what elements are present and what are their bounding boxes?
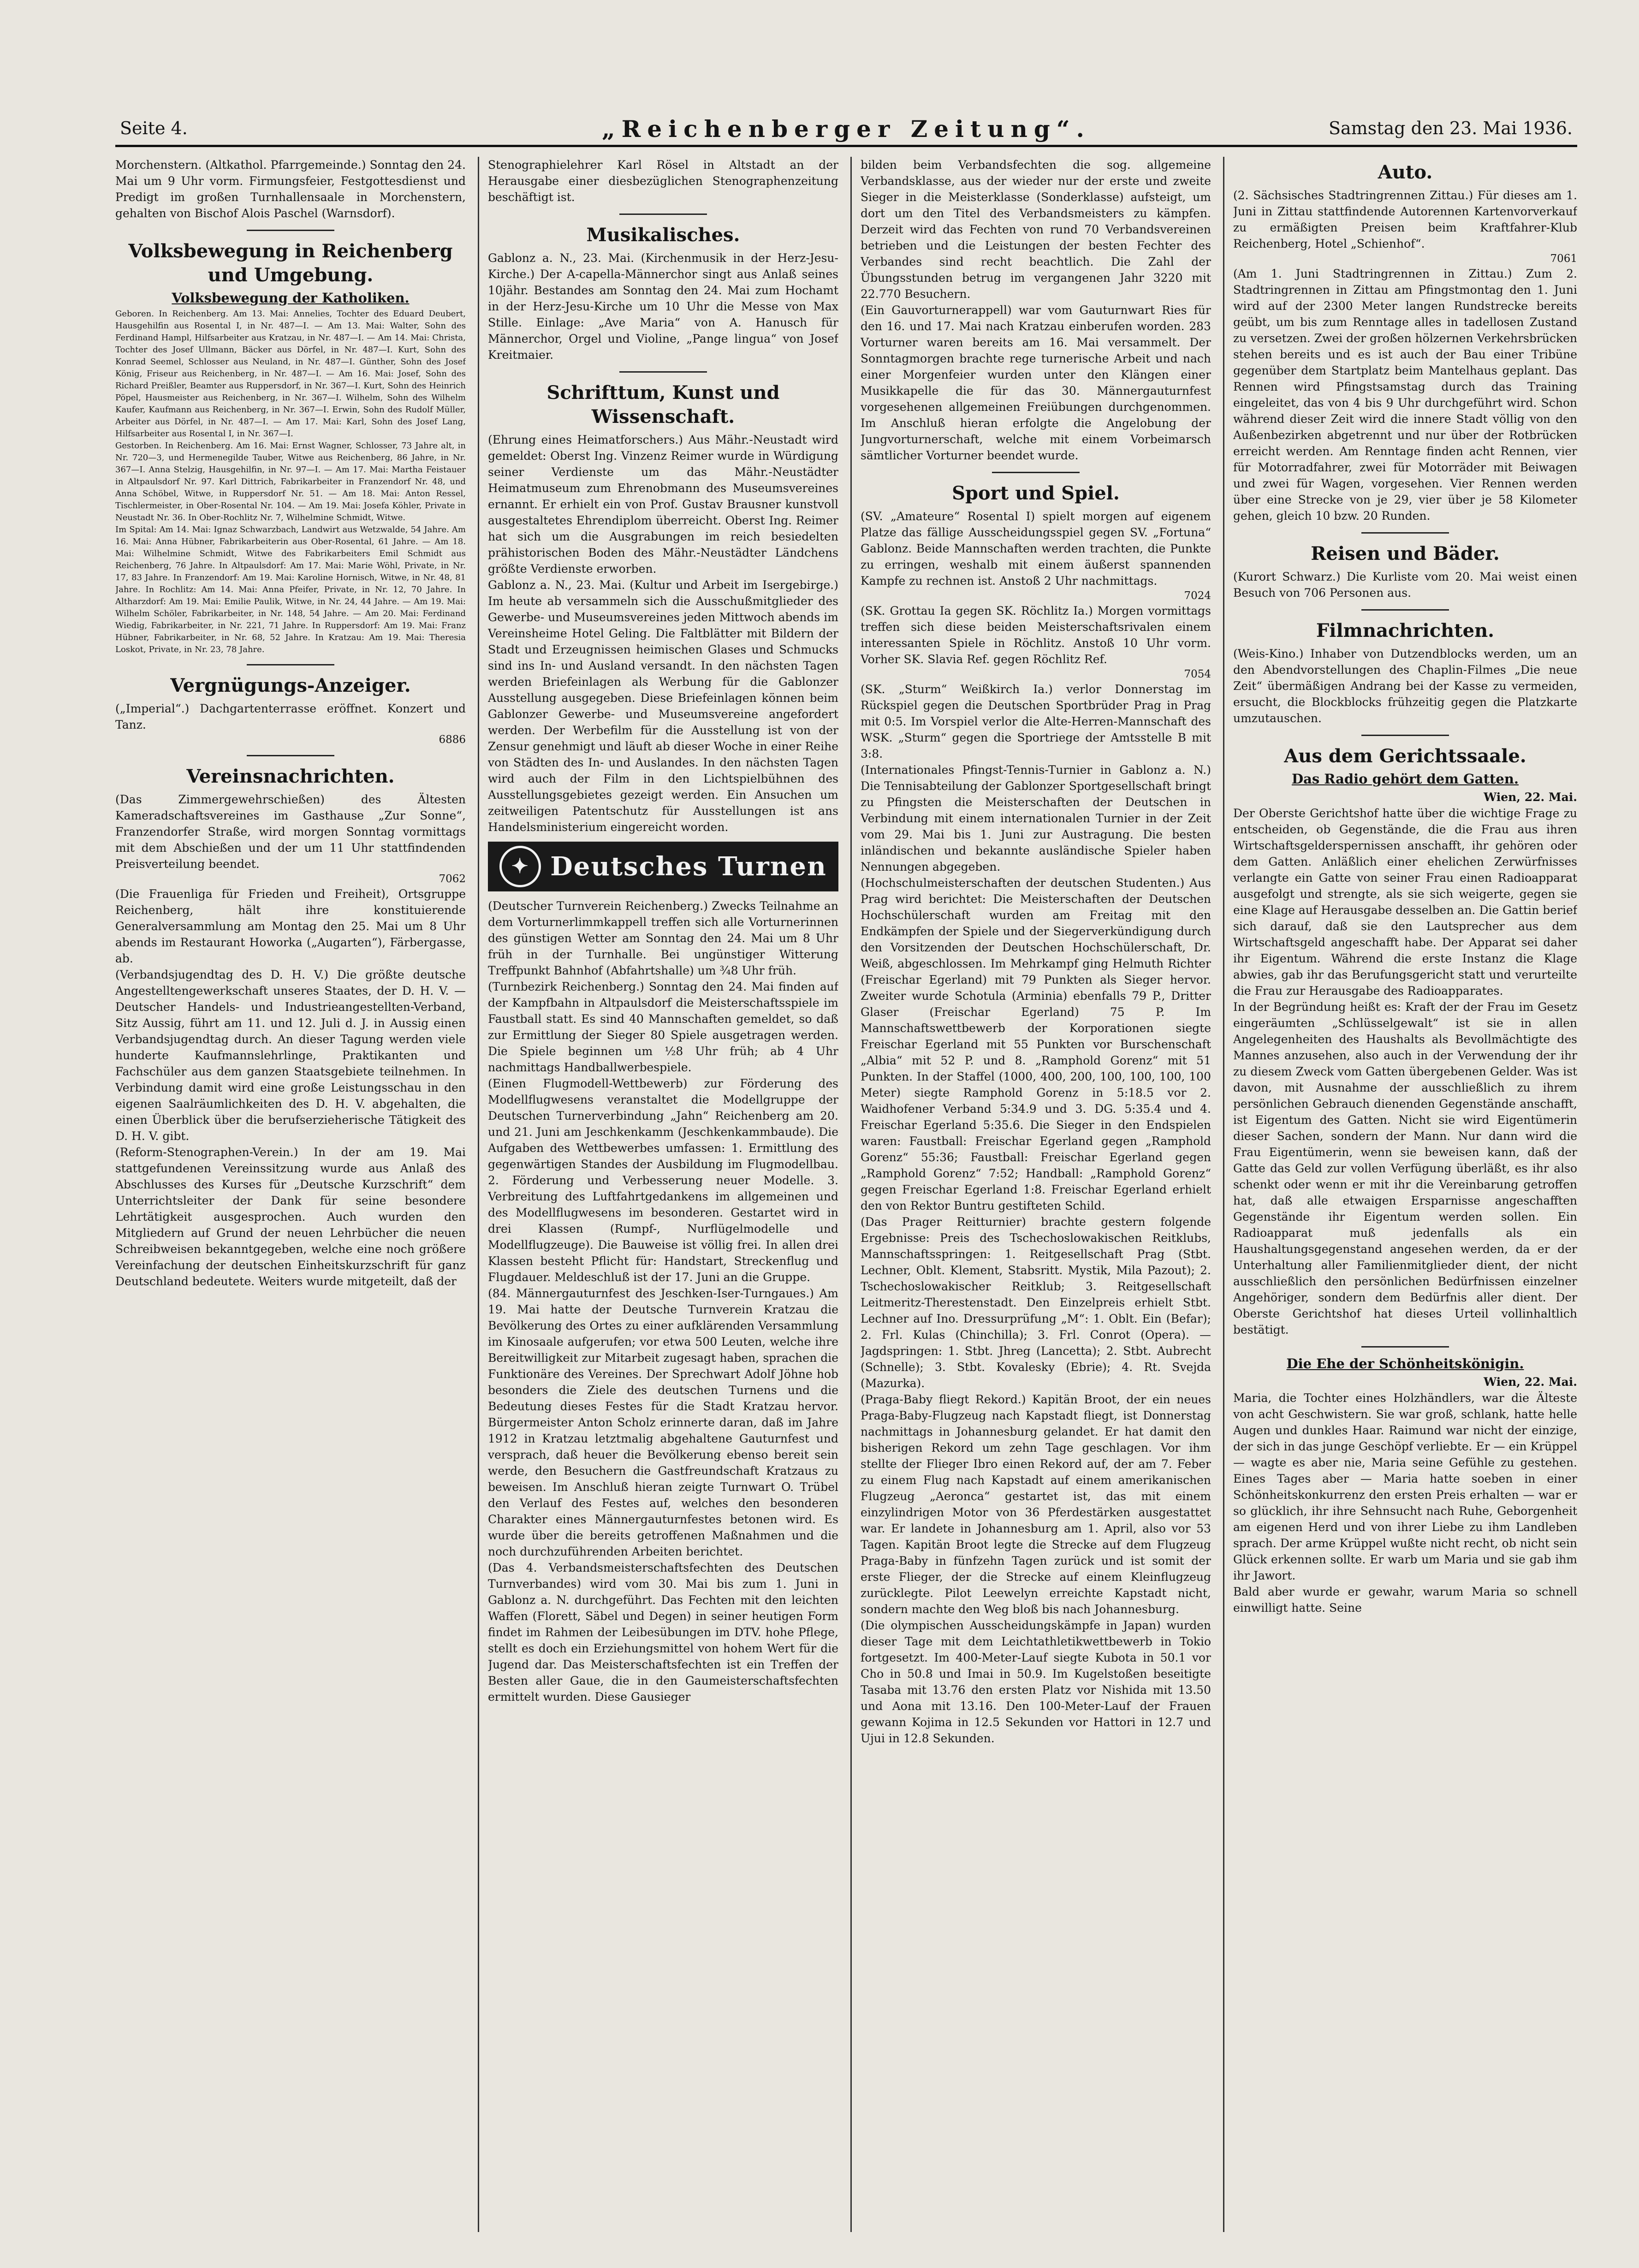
column-rule xyxy=(850,157,852,2232)
issue-date: Samstag den 23. Mai 1936. xyxy=(1328,118,1573,138)
article-paragraph: Gablonz a. N., 23. Mai. (Kirchenmusik in der Herz-Jesu-Kirche.) Der A-capella-Männerchor singt aus Anlaß seines 10jähr. Bestandes am Sonntag den 24. Mai zum Hochamt in der Herz-Jesu-Kirche um 10 Uhr die Messe von Max Stille. Einlage: „Ave Maria“ von A. Hanusch für Männerchor, Orgel und Violine, „Pange lingua“ von Josef Kreitmaier. xyxy=(488,251,838,362)
section-heading: Musikalisches. xyxy=(586,224,740,246)
article-paragraph: (Die olympischen Ausscheidungskämpfe in Japan) wurden dieser Tage mit dem Leichtathletikwettbewerb in Tokio fortgesetzt. Im 400-Meter-Lauf siegte Kubota in 50.1 vor Cho in 50.8 und Imai in 50.9. Im Kugelstoßen beseitigte Tasaba mit 13.76 den ersten Platz vor Nishida mit 13.50 und Aona mit 13.16. Den 100-Meter-Lauf der Frauen gewann Kojima in 12.5 Sekunden vor Hattori in 12.7 und Ujui in 12.8 Sekunden. xyxy=(861,1619,1211,1745)
section-heading: Schrifttum, Kunst und Wissenschaft. xyxy=(546,382,780,427)
divider xyxy=(992,472,1080,473)
divider xyxy=(1361,1346,1449,1348)
subsection-heading: Volksbewegung der Katholiken. xyxy=(172,290,410,306)
article-paragraph: (Verbandsjugendtag des D. H. V.) Die größte deutsche Angestelltengewerkschaft unseres Staates, der D. H. V. — Deutscher Handels- und Industrieangestellten-Verband, Sitz Aussig, führt am 11. und 12. Juli d. J. in Aussig einen Verbandsjugendtag durch. An dieser Tagung werden viele hunderte Kaufmannslehrlinge, Praktikanten und Fachschüler aus dem ganzen Staatsgebiete teilnehmen. In Verbindung damit wird eine große Leistungsschau in den eigenen Saalräumlichkeiten des D. H. V. abgehalten, die einen Überblick über die berufserzieherische Tätigkeit des D. H. V. gibt. xyxy=(115,968,466,1143)
column-1 xyxy=(115,157,466,2232)
vital-records: Im Spital: Am 14. Mai: Ignaz Schwarzbach, Landwirt aus Wetzwalde, 54 Jahre. Am 16. Mai: Anna Hübner, Fabrikarbeiterin aus Ober-Rosental, 61 Jahre. — Am 18. Mai: Wilhelmine Schmidt, Witwe des Fabrikarbeiters Emil Schmidt aus Reichenberg, 76 Jahre. In Altpaulsdorf: Am 17. Mai: Marie Wöhl, Private, in Nr. 17, 83 Jahre. In Franzendorf: Am 19. Mai: Karoline Hornisch, Witwe, in Nr. 48, 81 Jahre. In Rochlitz: Am 14. Mai: Anna Pfeifer, Private, in Nr. 12, 70 Jahre. In Altharzdorf: Am 19. Mai: Emilie Paulik, Witwe, in Nr. 24, 44 Jahre. — Am 19. Mai: Wilhelm Schöler, Fabrikarbeiter, in Nr. 148, 54 Jahre. — Am 20. Mai: Ferdinand Wiedig, Fabrikarbeiter, in Nr. 221, 71 Jahre. In Ruppersdorf: Am 19. Mai: Franz Hübner, Fabrikarbeiter, in Nr. 68, 52 Jahre. In Kratzau: Am 19. Mai: Theresia Loskot, Private, in Nr. 23, 78 Jahre. xyxy=(115,525,466,654)
article-paragraph: (Ehrung eines Heimatforschers.) Aus Mähr.-Neustadt wird gemeldet: Oberst Ing. Vinzenz Reimer wurde in Würdigung seiner Verdienste um das Mähr.-Neustädter Heimatmuseum zum Ehrenobmann des Museumsvereines ernannt. Er erhielt ein von Prof. Gustav Brausner kunstvoll ausgestaltetes Ehrendiplom überreicht. Oberst Ing. Reimer hat sich um die Ausgrabungen im reich besiedelten prähistorischen Boden des Mähr.-Neustädter Ländchens größte Verdienste erworben. xyxy=(488,433,838,576)
article-paragraph: (Reform-Stenographen-Verein.) In der am 19. Mai stattgefundenen Vereinssitzung wurde aus Anlaß des Abschlusses des Kurses für „Deutsche Kurzschrift“ dem Unterrichtsleiter der Dank für seine besondere Lehrtätigkeit ausgesprochen. Auch wurden den Mitgliedern auf Grund der neuen Lehrbücher die neuen Schreibweisen bekanntgegeben, welche eine noch größere Vereinfachung der deutschen Einheitskurzschrift für ganz Deutschland bedeutete. Weiters wurde mitgeteilt, daß der xyxy=(115,1146,466,1288)
section-heading: Filmnachrichten. xyxy=(1316,620,1495,641)
section-heading: Vergnügungs-Anzeiger. xyxy=(170,675,411,696)
subsection-heading: Das Radio gehört dem Gatten. xyxy=(1291,771,1519,787)
vital-records: Geboren. In Reichenberg. Am 13. Mai: Annelies, Tochter des Eduard Deubert, Hausgehilfin aus Rosental I, in Nr. 487—I. — Am 13. Mai: Walter, Sohn des Ferdinand Hampl, Hilfsarbeiter aus Kratzau, in Nr. 487—I. — Am 14. Mai: Christa, Tochter des Josef Ullmann, Bäcker aus Dörfel, in Nr. 487—I. Kurt, Sohn des Konrad Seemel, Schlosser aus Neuland, in Nr. 487—I. Günther, Sohn des Josef König, Friseur aus Reichenberg, in Nr. 487—I. — Am 16. Mai: Josef, Sohn des Richard Preißler, Beamter aus Ruppersdorf, in Nr. 367—I. Kurt, Sohn des Heinrich Pöpel, Hausmeister aus Reichenberg, in Nr. 367—I. Wilhelm, Sohn des Wilhelm Kaufer, Kaufmann aus Reichenberg, in Nr. 367—I. Erwin, Sohn des Rudolf Müller, Arbeiter aus Dörfel, in Nr. 487—I. — Am 17. Mai: Karl, Sohn des Josef Lang, Hilfsarbeiter aus Rosental I, in Nr. 367—I. xyxy=(115,309,466,439)
divider xyxy=(247,664,334,665)
article-paragraph: (Das Zimmergewehrschießen) des Ältesten Kameradschaftsvereines im Gasthause „Zur Sonne“, Franzendorfer Straße, wird morgen Sonntag vormittags mit dem Abschießen und der um 11 Uhr stattfindenden Preisverteilung beendet. xyxy=(115,793,466,871)
divider xyxy=(1361,532,1449,534)
section-heading: Sport und Spiel. xyxy=(952,482,1120,504)
ad-number: 7061 xyxy=(1550,253,1577,265)
divider xyxy=(247,230,334,231)
column-rule xyxy=(1223,157,1224,2232)
divider xyxy=(1361,735,1449,736)
divider xyxy=(619,371,707,373)
article-paragraph: (Praga-Baby fliegt Rekord.) Kapitän Broot, der ein neues Praga-Baby-Flugzeug nach Kapstadt fliegt, ist Donnerstag nachmittags in Johannesburg gelandet. Er hat damit den bisherigen Rekord um zehn Tage geschlagen. Vor ihm stellte der Flieger Ibro einen Rekord auf, der am 7. Feber zu einem Flug nach Kapstadt auf einem amerikanischen Flugzeug „Aeronca“ gestartet ist, das mit einem einzylindrigen Motor von 36 Pferdestärken ausgestattet war. Er landete in Johannesburg am 1. April, also vor 53 Tagen. Kapitän Broot legte die Strecke auf dem Flugzeug Praga-Baby in fünfzehn Tagen zurück und ist somit der erste Flieger, der die Strecke auf einem Kleinflugzeug zurücklegte. Pilot Leewelyn erreichte Kapstadt nicht, sondern machte den Weg bloß bis nach Johannesburg. xyxy=(861,1393,1211,1616)
article-paragraph: („Imperial“.) Dachgartenterrasse eröffnet. Konzert und Tanz. xyxy=(115,702,466,731)
article-paragraph: (Deutscher Turnverein Reichenberg.) Zwecks Teilnahme an dem Vorturnerlimmkappell treffen sich alle Vorturnerinnen des günstigen Wetter am Sonntag den 24. Mai um 8 Uhr früh in der Turnhalle. Bei ungünstiger Witterung Treffpunkt Bahnhof (Abfahrtshalle) um ¾8 Uhr früh. xyxy=(488,899,838,977)
dateline: Wien, 22. Mai. xyxy=(1484,790,1577,804)
section-heading: Reisen und Bäder. xyxy=(1311,543,1500,564)
dateline: Wien, 22. Mai. xyxy=(1484,1375,1577,1389)
article-paragraph: (SK. Grottau Ia gegen SK. Röchlitz Ia.) Morgen vormittags treffen sich diese beiden Meisterschaftsrivalen einem interessanten Spiele in Röchlitz. Anstoß 10 Uhr vorm. Vorher SK. Slavia Ref. gegen Röchlitz Ref. xyxy=(861,604,1211,666)
ad-number: 6886 xyxy=(439,734,466,746)
article-paragraph: (Turnbezirk Reichenberg.) Sonntag den 24. Mai finden auf der Kampfbahn in Altpaulsdorf die Meisterschaftsspiele im Faustball statt. Es sind 40 Mannschaften gemeldet, so daß zur Ermittlung der Sieger 80 Spiele ausgetragen werden. Die Spiele beginnen um ½8 Uhr früh; ab 4 Uhr nachmittags Handballwerbespiele. xyxy=(488,980,838,1074)
article-paragraph: Maria, die Tochter eines Holzhändlers, war die Älteste von acht Geschwistern. Sie war groß, schlank, hatte helle Augen und dunkles Haar. Raimund war nicht der einzige, der sich in das junge Geschöpf verliebte. Er — ein Krüppel — wagte es aber nie, Maria seine Gefühle zu gestehen. Eines Tages aber — Maria hatte soeben in einer Schönheitskonkurrenz den ersten Preis erhalten — war er so glücklich, ihr ihre Sehnsucht nach Ruhe, Geborgenheit am eigenen Herd und von ihrer Liebe zu ihm Landleben sprach. Der arme Krüppel wußte nicht recht, ob nicht sein Glück erkennen sollte. Er warb um Maria und sie gab ihm ihr Jawort. xyxy=(1233,1391,1577,1582)
article-paragraph: Morchenstern. (Altkathol. Pfarrgemeinde.) Sonntag den 24. Mai um 9 Uhr vorm. Firmungsfeier, Festgottesdienst und Predigt im großen Turnhallensaale in Morchenstern, gehalten von Bischof Alois Paschel (Warnsdorf). xyxy=(115,158,466,220)
article-paragraph: (Einen Flugmodell-Wettbewerb) zur Förderung des Modellflugwesens veranstaltet die Modellgruppe der Deutschen Turnerverbindung „Jahn“ Reichenberg am 20. und 21. Juni am Jeschkenkamm (Jeschkenkammbaude). Die Aufgaben des Wettbewerbes umfassen: 1. Ermittlung des gegenwärtigen Standes der Ausbildung im Flugmodellbau. 2. Förderung und Verbesserung neuer Modelle. 3. Verbreitung des Luftfahrtgedankens im allgemeinen und des Modellflugwesens im besonderen. Gestartet wird in drei Klassen (Rumpf-, Nurflügelmodelle und Modellflugzeuge). Die Bauweise ist völlig frei. In allen drei Klassen besteht Pflicht für: Handstart, Streckenflug und Flugdauer. Meldeschluß ist der 17. Juni an die Gruppe. xyxy=(488,1077,838,1284)
banner-label: Deutsches Turnen xyxy=(550,851,827,882)
article-paragraph: (2. Sächsisches Stadtringrennen Zittau.) Für dieses am 1. Juni in Zittau stattfindende Autorennen Kartenvorverkauf zu ermäßigten Preisen beim Kraftfahrer-Klub Reichenberg, Hotel „Schienhof“. xyxy=(1233,189,1577,250)
ad-number: 7054 xyxy=(1184,668,1211,680)
article-paragraph: (Ein Gauvorturnerappell) war vom Gauturnwart Ries für den 16. und 17. Mai nach Kratzau einberufen worden. 283 Vorturner waren bereits am 16. Mai versammelt. Der Sonntagmorgen brachte rege turnerische Arbeit und nach einer Morgenfeier wurden unter den Klängen einer Musikkapelle die für das 30. Männergauturnfest vorgesehenen allgemeinen Freiübungen durchgenommen. Im Anschluß hieran erfolgte die Angelobung der Jungvorturnerschaft, welche mit einem Vorbeimarsch sämtlicher Vorturner beendet wurde. xyxy=(861,303,1211,462)
article-paragraph: (SK. „Sturm“ Weißkirch Ia.) verlor Donnerstag im Rückspiel gegen die Deutschen Sportbrüder Prag in Prag mit 0:5. Im Vorspiel verlor die Alte-Herren-Mannschaft des WSK. „Sturm“ gegen die Sportriege der Amtsstelle B mit 3:8. xyxy=(861,683,1211,760)
article-paragraph: (Die Frauenliga für Frieden und Freiheit), Ortsgruppe Reichenberg, hält ihre konstituierende Generalversammlung am Montag den 25. Mai um 8 Uhr abends im Restaurant Howorka („Augarten“), Färbergasse, ab. xyxy=(115,887,466,965)
article-paragraph: bilden beim Verbandsfechten die sog. allgemeine Verbandsklasse, aus der wieder nur der erste und zweite Sieger in die Meisterklasse (Sonderklasse) aufsteigt, um dort um den Titel des Verbandsmeisters zu kämpfen. Derzeit wird das Fechten von rund 70 Verbandsvereinen betrieben und die Leistungen der besten Fechter des Verbandes sind recht beachtlich. Die Zahl der Übungsstunden betrug im vergangenen Jahr 3220 mit 22.770 Besuchern. xyxy=(861,158,1211,301)
ad-number: 7024 xyxy=(1184,590,1211,602)
subsection-heading: Die Ehe der Schönheitskönigin. xyxy=(1286,1356,1524,1371)
section-heading: Vereinsnachrichten. xyxy=(186,766,395,787)
page-number: Seite 4. xyxy=(120,118,188,138)
article-paragraph: (84. Männergauturnfest des Jeschken-Iser-Turngaues.) Am 19. Mai hatte der Deutsche Turnverein Kratzau die Bevölkerung des Ortes zu einer aufklärenden Versammlung im Kinosaale aufgerufen; vor etwa 500 Leuten, welche ihre Bereitwilligkeit zur Mitarbeit zugesagt haben, sprachen die Funktionäre des Vereines. Der Sprechwart Adolf Jöhne hob besonders die Ziele des deutschen Turnens und die Bedeutung dieses Festes für die Stadt Kratzau hervor. Bürgermeister Anton Scholz erinnerte daran, daß im Jahre 1912 in Kratzau letztmalig abgehaltene Gauturnfest und versprach, daß heuer die Bevölkerung ebenso bereit sein werde, den Besuchern die Gastfreundschaft Kratzaus zu beweisen. Im Anschluß hieran zeigte Turnwart O. Trübel den Verlauf des Festes auf, welches den besonderen Charakter eines Männergauturnfestes betonen wird. Es wurde über die bereits getroffenen Maßnahmen und die noch durchzuführenden Arbeiten berichtet. xyxy=(488,1287,838,1558)
article-paragraph: Gablonz a. N., 23. Mai. (Kultur und Arbeit im Isergebirge.) Im heute ab versammeln sich die Ausschußmitglieder des Gewerbe- und Museumsvereines jeden Mittwoch abends im Vereinsheime Hotel Geling. Die Faltblätter mit Bildern der Stadt und Erzeugnissen heimischen Glases und Schmucks sind ins In- und Ausland versandt. In den nächsten Tagen werden Briefeinlagen als Werbung für die Gablonzer Ausstellung ausgegeben. Diese Briefeinlagen können beim Gablonzer Gewerbe- und Museumsvereine angefordert werden. Der Werbefilm für die Ausstellung ist von der Zensur genehmigt und läuft ab dieser Woche in einer Reihe von Städten des In- und Auslandes. In den nächsten Tagen wird auch der Film in den Lichtspielbühnen des Ausstellungsgebietes gezeigt werden. Ein Ansuchen um zeitweiligen Patentschutz für Ausstellungen ist ans Handelsministerium eingereicht worden. xyxy=(488,578,838,834)
divider xyxy=(247,755,334,756)
section-heading: Auto. xyxy=(1378,161,1433,183)
article-paragraph: (Hochschulmeisterschaften der deutschen Studenten.) Aus Prag wird berichtet: Die Meisterschaften der Deutschen Hochschülerschaft wurden am Freitag mit den Endkämpfen der Spiele und der Siegerverkündigung durch den Vorsitzenden der Deutschen Hochschülerschaft, Dr. Weiß, abgeschlossen. Im Mehrkampf ging Helmuth Richter (Freischar Egerland) mit 79 Punkten als Sieger hervor. Zweiter wurde Schotula (Arminia) ebenfalls 79 P., Dritter Glaser (Freischar Egerland) 75 P. Im Mannschaftswettbewerb der Korporationen siegte Freischar Egerland mit 55 Punkten vor Burschenschaft „Albia“ mit 52 P. und 8. „Ramphold Gorenz“ mit 51 Punkten. In der Staffel (1000, 400, 200, 100, 100, 100, 100 Meter) siegte Ramphold Gorenz in 5:18.5 vor 2. Waidhofener Verband 5:34.9 und 3. DG. 5:35.4 und 4. Freischar Egerland 5:35.6. Die Sieger in den Endspielen waren: Faustball: Freischar Egerland gegen „Ramphold Gorenz“ 55:36; Faustball: Freischar Egerland gegen „Ramphold Gorenz“ 7:52; Handball: „Ramphold Gorenz“ gegen Freischar Egerland 1:8. Freischar Egerland erhielt den von Rektor Buntru gestifteten Schild. xyxy=(861,876,1211,1212)
section-heading: Volksbewegung in Reichenberg und Umgebung. xyxy=(128,240,453,286)
section-banner xyxy=(488,842,838,891)
newspaper-page xyxy=(115,115,1577,2237)
divider xyxy=(619,214,707,215)
article-paragraph: Bald aber wurde er gewahr, warum Maria so schnell einwilligt hatte. Seine xyxy=(1233,1585,1577,1615)
column-3 xyxy=(861,157,1211,2232)
article-paragraph: Stenographielehrer Karl Rösel in Altstadt an der Herausgabe einer diesbezüglichen Stenographenzeitung beschäftigt ist. xyxy=(488,158,838,204)
article-paragraph: (Kurort Schwarz.) Die Kurliste vom 20. Mai weist einen Besuch von 706 Personen aus. xyxy=(1233,570,1577,600)
ad-number: 7062 xyxy=(439,873,466,885)
article-paragraph: (Das Prager Reitturnier) brachte gestern folgende Ergebnisse: Preis des Tschechoslowakischen Reitklubs, Mannschaftsspringen: 1. Reitgesellschaft Prag (Stbt. Lechner, Oblt. Klement, Stabsritt. Mystik, Mila Pazout); 2. Tschechoslowakischer Reitklub; 3. Reitgesellschaft Leitmeritz-Therestenstadt. Den Einzelpreis erhielt Stbt. Lechner auf Ino. Dressurprüfung „M“: 1. Oblt. Ein (Befar); 2. Frl. Kulas (Chinchilla); 3. Frl. Conrot (Opera). — Jagdspringen: 1. Stbt. Jhreg (Lancetta); 2. Stbt. Aubrecht (Schnelle); 3. Stbt. Kovalesky (Ebrie); 4. Rt. Svejda (Mazurka). xyxy=(861,1215,1211,1390)
newspaper-title: „Reichenberger Zeitung“. xyxy=(602,115,1091,142)
divider xyxy=(1361,609,1449,611)
column-rule xyxy=(478,157,479,2232)
article-paragraph: Der Oberste Gerichtshof hatte über die wichtige Frage zu entscheiden, ob Gegenstände, die die Frau aus ihren Wirtschaftsgelderspernissen anschafft, ihr gehören oder dem Gatten. Anläßlich einer ehelichen Zerwürfnisses verlangte ein Gatte von seiner Frau einen Radioapparat ausgefolgt und strengte, als sie sich weigerte, gegen sie eine Klage auf Herausgabe desselben an. Die Gattin berief sich darauf, daß sie den Lautsprecher aus dem Wirtschaftsgeld angeschafft habe. Der Apparat sei daher ihr Eigentum. Während die erste Instanz die Klage abwies, gab ihr das Berufungsgericht statt und verurteilte die Frau zur Herausgabe des Radioapparates. xyxy=(1233,807,1577,997)
article-paragraph: (SV. „Amateure“ Rosental I) spielt morgen auf eigenem Platze das fällige Ausscheidungsspiel gegen SV. „Fortuna“ Gablonz. Beide Mannschaften werden trachten, die Punkte zu erringen, weshalb mit einem äußerst spannenden Kampfe zu rechnen ist. Anstoß 2 Uhr nachmittags. xyxy=(861,510,1211,588)
article-paragraph: (Am 1. Juni Stadtringrennen in Zittau.) Zum 2. Stadtringrennen in Zittau am Pfingstmontag den 1. Juni wird auf der 2300 Meter langen Rundstrecke bereits geübt, um bis zum Renntage alles in tadellosen Zustand zu versetzen. Zwei der großen hölzernen Verkehrsbrücken stehen bereits und es ist auch der Bau einer Tribüne gegenüber dem Startplatz beim Mantelhaus geplant. Das Rennen wird Pfingstsamstag durch das Training eingeleitet, das von 4 bis 9 Uhr durchgeführt wird. Schon während dieser Zeit wird die innere Stadt völlig von den Außenbezirken abgetrennt und nur über der Rotbrücken erreicht werden. Am Renntage finden acht Rennen, vier für Motorradfahrer, zwei für Motorräder mit Beiwagen und zwei für Wagen, vorgesehen. Vier Rennen werden über eine Strecke von je 29, vier über je 58 Kilometer gehen, gleich 10 bzw. 20 Runden. xyxy=(1233,267,1577,522)
article-paragraph: In der Begründung heißt es: Kraft der der Frau im Gesetz eingeräumten „Schlüsselgewalt“ ist sie in allen Angelegenheiten des Haushalts als Bevollmächtigte des Mannes anzusehen, also auch in der Verwendung der ihr zu diesem Zweck vom Gatten übergebenen Gelder. Was ist davon, mit Ausnahme der ausschließlich zu ihrem persönlichen Gebrauch dienenden Gegenstände anschafft, ist Eigentum des Gatten. Nicht sie wird Eigentümerin dieser Sachen, sondern der Mann. Nur dann wird die Frau Eigentümerin, wenn sie beweisen kann, daß der Gatte das Geld zur vollen Verfügung überläßt, es ihr also schenkt oder wenn er mit ihr die Vereinbarung getroffen hat, daß alle etwaigen Ersparnisse angeschafften Gegenstände ihr Eigentum werden sollen. Ein Radioapparat muß jedenfalls als ein Haushaltungsgegenstand angesehen werden, da er der Unterhaltung aller Familienmitglieder dient, der nicht ausschließlich den persönlichen Bedürfnissen einzelner Angehöriger, sondern dem Bedürfnis aller dient. Der Oberste Gerichtshof hat dieses Urteil vollinhaltlich bestätigt. xyxy=(1233,1000,1577,1336)
article-paragraph: (Internationales Pfingst-Tennis-Turnier in Gablonz a. N.) Die Tennisabteilung der Gablonzer Sportgesellschaft bringt zu Pfingsten die Meisterschaften der Deutschen in Verbindung mit einem internationalen Turnier in der Zeit vom 29. Mai bis 1. Juni zur Austragung. Die besten inländischen und bekannte ausländische Spieler haben Nennungen abgegeben. xyxy=(861,763,1211,873)
turner-cross-icon xyxy=(499,846,541,887)
masthead xyxy=(115,115,1577,147)
vital-records: Gestorben. In Reichenberg. Am 16. Mai: Ernst Wagner, Schlosser, 73 Jahre alt, in Nr. 720—3, und Hermenegilde Tauber, Witwe aus Reichenberg, 86 Jahre, in Nr. 367—I. Anna Stelzig, Hausgehilfin, in Nr. 97—I. — Am 17. Mai: Martha Feistauer in Altpaulsdorf Nr. 97. Karl Dittrich, Fabrikarbeiter in Franzendorf Nr. 48, und Anna Schöbel, Witwe, in Ruppersdorf Nr. 51. — Am 18. Mai: Anton Ressel, Tischlermeister, in Ober-Rosental Nr. 104. — Am 19. Mai: Josefa Köhler, Private in Neustadt Nr. 36. In Ober-Rochlitz Nr. 7, Wilhelmine Schmidt, Witwe. xyxy=(115,441,466,522)
article-paragraph: (Das 4. Verbandsmeisterschaftsfechten des Deutschen Turnverbandes) wird vom 30. Mai bis zum 1. Juni in Gablonz a. N. durchgeführt. Das Fechten mit den leichten Waffen (Florett, Säbel und Degen) in seiner heutigen Form findet im Rahmen der Leibesübungen im DTV. hohe Pflege, stellt es doch ein Erziehungsmittel von hohem Wert für die Jugend dar. Das Meisterschaftsfechten ist ein Treffen der Besten aller Gaue, die in den Gaumeisterschaftsfechten ermittelt wurden. Diese Gausieger xyxy=(488,1561,838,1704)
article-paragraph: (Weis-Kino.) Inhaber von Dutzendblocks werden, um an den Abendvorstellungen des Chaplin-Filmes „Die neue Zeit“ übermäßigen Andrang bei der Kasse zu vermeiden, ersucht, die Blockblocks frühzeitig gegen die Platzkarte umzutauschen. xyxy=(1233,647,1577,725)
column-4 xyxy=(1233,157,1577,2232)
column-2 xyxy=(488,157,838,2232)
section-heading: Aus dem Gerichtssaale. xyxy=(1284,745,1526,767)
